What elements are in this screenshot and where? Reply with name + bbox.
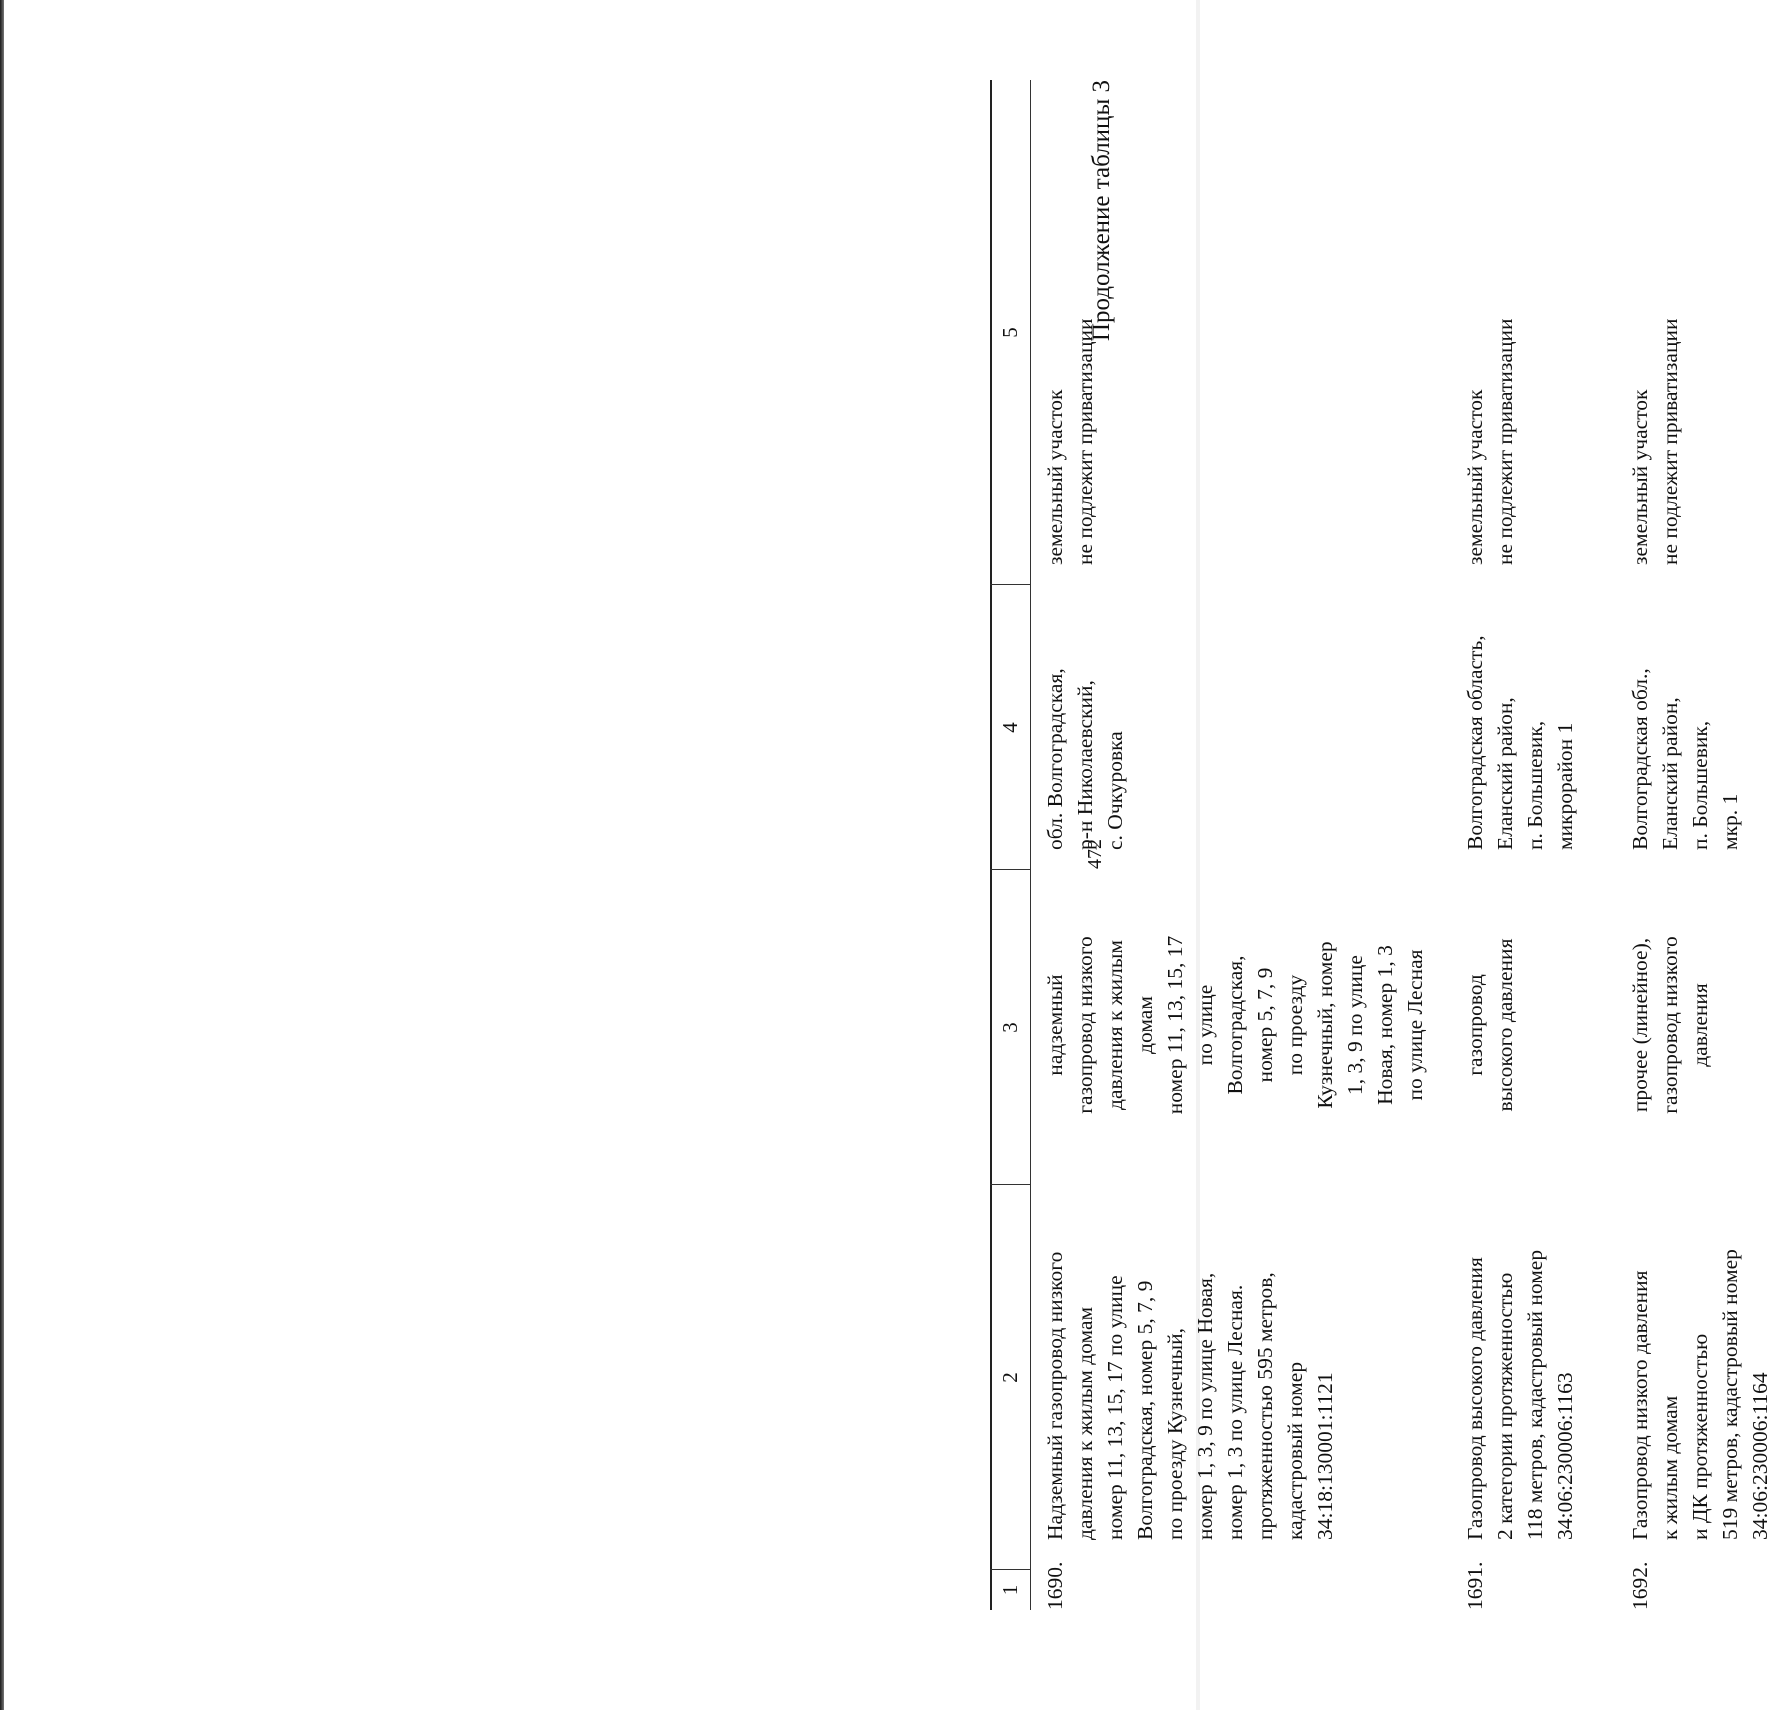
row-number: 1690. bbox=[1043, 1561, 1067, 1610]
header-bottom-rule bbox=[1030, 80, 1031, 1610]
header-col-2: 2 bbox=[998, 1372, 1022, 1383]
privatization-note: земельный участок не подлежит приватизации bbox=[1463, 318, 1517, 565]
row-number: 1692. bbox=[1628, 1561, 1652, 1610]
privatization-note: земельный участок не подлежит приватизации bbox=[1043, 318, 1097, 565]
page-number: 472 bbox=[1084, 839, 1106, 869]
row-number: 1691. bbox=[1463, 1561, 1487, 1610]
header-col-3: 3 bbox=[998, 1022, 1022, 1033]
object-address: Волгоградская обл., Еланский район, п. Большевик, мкр. 1 bbox=[1628, 668, 1742, 850]
object-type: надземный газопровод низкого давления к жилым домам номер 11, 13, 15, 17 по улице Волгоградская, номер 5, 7, 9 по проезду Кузнечный, номер 1, 3, 9 по улице Новая, номер 1, 3 по улице Лесная bbox=[1043, 935, 1427, 1115]
object-type: газопровод высокого давления bbox=[1463, 938, 1517, 1112]
header-col-4: 4 bbox=[998, 722, 1022, 733]
object-type: прочее (линейное), газопровод низкого давления bbox=[1628, 936, 1712, 1114]
object-address: Волгоградская область, Еланский район, п. Большевик, микрорайон 1 bbox=[1463, 635, 1577, 850]
object-address: обл. Волгоградская, р-н Николаевский, с. Очкуровка bbox=[1043, 668, 1127, 850]
object-description: Надземный газопровод низкого давления к жилым домам номер 11, 13, 15, 17 по улице Волгоградская, номер 5, 7, 9 по проезду Кузнечный, номер 1, 3, 9 по улице Новая, номер 1, 3 по улице Лесная. протяженностью 595 метров, кадастровый номер 34:18:130001:1121 bbox=[1043, 1251, 1337, 1540]
object-description: Газопровод высокого давления 2 категории протяженностью 118 метров, кадастровый номер 34:06:230006:1163 bbox=[1463, 1249, 1577, 1540]
privatization-note: земельный участок не подлежит приватизации bbox=[1628, 318, 1682, 565]
object-description: Газопровод низкого давления к жилым домам и ДК протяженностью 519 метров, кадастровый номер 34:06:230006:1164 bbox=[1628, 1249, 1772, 1540]
header-col-1: 1 bbox=[998, 1584, 1022, 1596]
table-caption: Продолжение таблицы 3 bbox=[1088, 80, 1115, 342]
header-col-5: 5 bbox=[998, 327, 1022, 338]
